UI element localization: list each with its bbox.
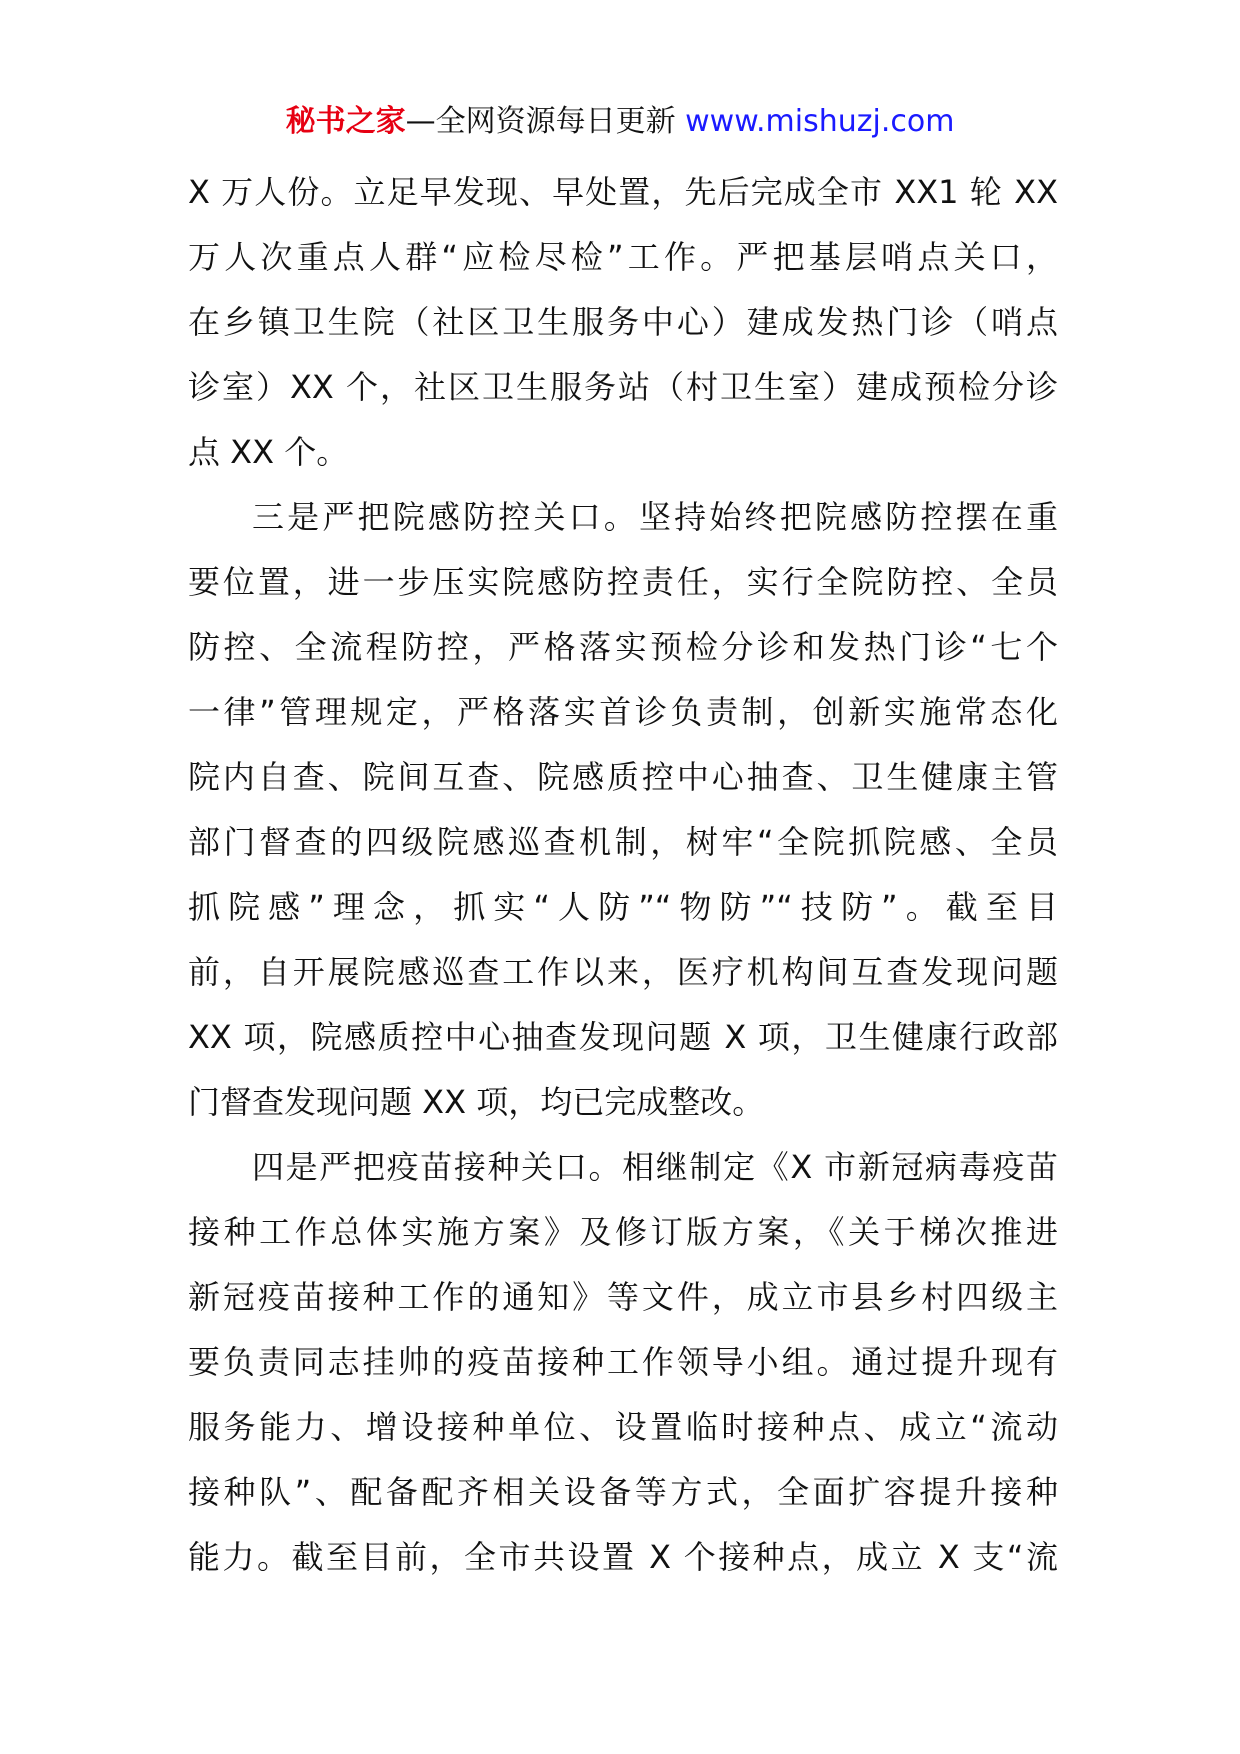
site-header [0, 100, 1240, 144]
site-url-link[interactable]: www.mishuzj.com [685, 104, 955, 139]
text-line: 门督查发现问题 XX 项，均已完成整改。 [188, 1083, 765, 1121]
text-line: 要位置，进一步压实院感防控责任，实行全院防控、全员 [188, 563, 1058, 601]
header-tagline: —全网资源每日更新 [405, 104, 686, 139]
text-line: 一律”管理规定，严格落实首诊负责制，创新实施常态化 [188, 693, 1058, 731]
text-line: 能力。截至目前，全市共设置 X 个接种点，成立 X 支“流 [188, 1538, 1058, 1576]
text-line: X 万人份。立足早发现、早处置，先后完成全市 XX1 轮 XX [188, 173, 1058, 211]
text-line: XX 项，院感质控中心抽查发现问题 X 项，卫生健康行政部 [188, 1018, 1058, 1056]
text-line: 接种工作总体实施方案》及修订版方案，《关于梯次推进 [188, 1213, 1058, 1251]
paragraph-start-line: 四是严把疫苗接种关口。相继制定《X 市新冠病毒疫苗 [252, 1148, 1058, 1186]
text-line: 抓院感”理念，抓实“人防”“物防”“技防”。截至目 [188, 888, 1058, 926]
text-line: 诊室）XX 个，社区卫生服务站（村卫生室）建成预检分诊 [188, 368, 1058, 406]
text-line: 点 XX 个。 [188, 433, 349, 471]
text-line: 部门督查的四级院感巡查机制，树牢“全院抓院感、全员 [188, 823, 1058, 861]
text-line: 万人次重点人群“应检尽检”工作。严把基层哨点关口， [188, 238, 1058, 276]
paragraph-start-line: 三是严把院感防控关口。坚持始终把院感防控摆在重 [252, 498, 1058, 536]
text-line: 接种队”、配备配齐相关设备等方式，全面扩容提升接种 [188, 1473, 1058, 1511]
text-line: 服务能力、增设接种单位、设置临时接种点、成立“流动 [188, 1408, 1058, 1446]
text-line: 在乡镇卫生院（社区卫生服务中心）建成发热门诊（哨点 [188, 303, 1058, 341]
document-body [188, 160, 1058, 1590]
text-line: 新冠疫苗接种工作的通知》等文件，成立市县乡村四级主 [188, 1278, 1058, 1316]
text-line: 院内自查、院间互查、院感质控中心抽查、卫生健康主管 [188, 758, 1058, 796]
text-line: 防控、全流程防控，严格落实预检分诊和发热门诊“七个 [188, 628, 1058, 666]
text-line: 前，自开展院感巡查工作以来，医疗机构间互查发现问题 [188, 953, 1058, 991]
brand-name: 秘书之家 [285, 104, 406, 139]
text-line: 要负责同志挂帅的疫苗接种工作领导小组。通过提升现有 [188, 1343, 1058, 1381]
